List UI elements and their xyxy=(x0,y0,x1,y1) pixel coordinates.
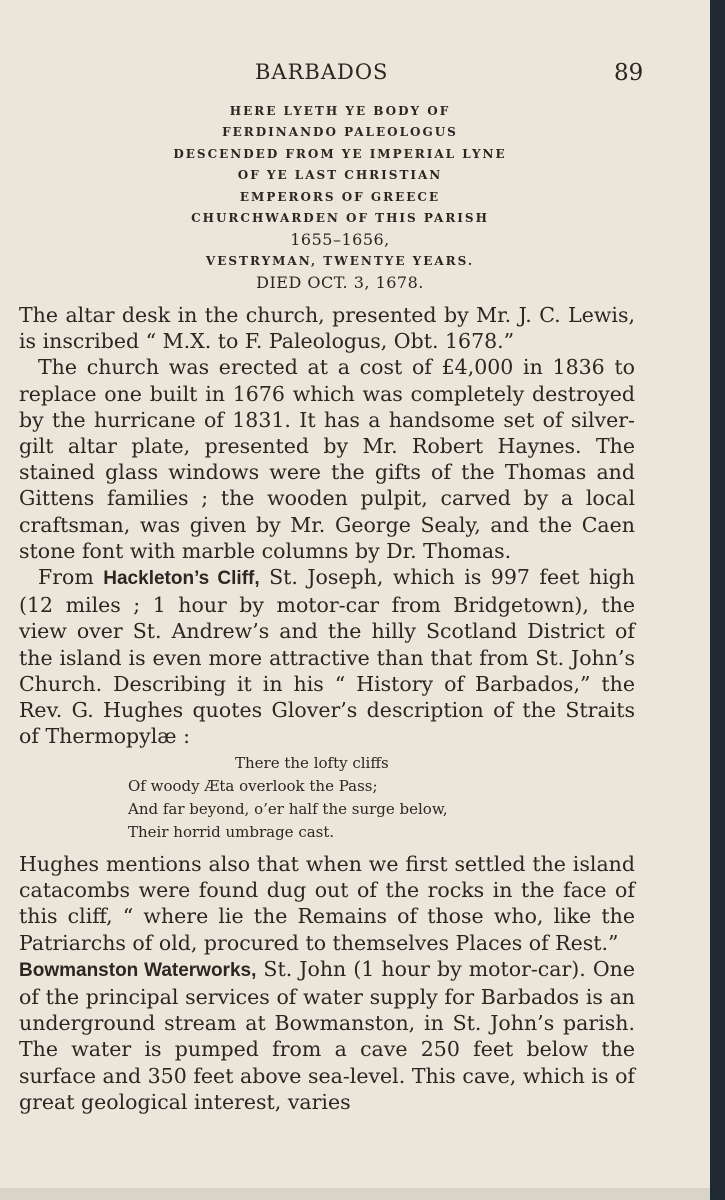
epitaph-line: OF YE LAST CHRISTIAN xyxy=(237,168,443,183)
epitaph-line: CHURCHWARDEN OF THIS PARISH xyxy=(191,211,489,226)
place-name-hackletons-cliff: Hackleton’s Cliff, xyxy=(103,568,260,590)
epitaph-inscription xyxy=(110,101,570,294)
running-head: BARBADOS xyxy=(255,60,389,84)
paragraph-text: St. Joseph, which is 997 feet high (12 miles ; 1 hour by motor-car from Bridgetown), the view over St. Andrew’s and the hilly Scotland District of the island is even more attractive than that from St. John’s Church. Describing it in his “ History of Barbados,” the Rev. G. Hughes quotes Glover’s description of the Straits of Thermopylæ : xyxy=(19,565,635,749)
paragraph-text: St. John (1 hour by motor-car). One of the principal services of water supply for Barbados is an underground stream at Bowmanston, in St. John’s parish. The water is pumped from a cave 250 feet below the surface and 350 feet above sea-level. This cave, which is of great geological interest, varies xyxy=(19,956,635,1114)
paragraph-bowmanston xyxy=(19,956,635,1115)
verse-line: And far beyond, o’er half the surge below, xyxy=(128,800,448,818)
page-number: 89 xyxy=(614,60,644,86)
paragraph-hackletons-cliff xyxy=(19,564,635,749)
verse-line: Of woody Æta overlook the Pass; xyxy=(128,777,378,795)
paragraph-altar-desk: The altar desk in the church, presented by Mr. J. C. Lewis, is inscribed “ M.X. to F. Paleologus, Obt. 1678.” xyxy=(19,303,635,354)
verse-quotation xyxy=(128,752,548,844)
paragraph-catacombs: Hughes mentions also that when we first settled the island catacombs were found dug out of the rocks in the face of this cliff, “ where lie the Remains of those who, like the Patriarchs of old, procured to themselves Places of Rest.” xyxy=(19,852,635,955)
verse-line: There the lofty cliffs xyxy=(235,754,389,772)
body-text-bottom xyxy=(19,851,635,1115)
epitaph-line: 1655–1656, xyxy=(290,230,390,250)
epitaph-line: VESTRYMAN, TWENTYE YEARS. xyxy=(205,253,475,268)
epitaph-line: EMPERORS OF GREECE xyxy=(239,189,441,204)
paragraph-church-history: The church was erected at a cost of £4,000 in 1836 to replace one built in 1676 which was completely destroyed by the hurricane of 1831. It has a handsome set of silver-gilt altar plate, presented by Mr. Robert Haynes. The stained glass windows were the gifts of the Thomas and Gittens families ; the wooden pulpit, carved by a local craftsman, was given by Mr. George Sealy, and the Caen stone font with marble columns by Dr. Thomas. xyxy=(19,355,635,563)
epitaph-line: HERE LYETH YE BODY OF xyxy=(229,104,451,118)
page-edge-shadow xyxy=(710,0,725,1200)
epitaph-line: DIED OCT. 3, 1678. xyxy=(256,273,424,293)
epitaph-line: FERDINANDO PALEOLOGUS xyxy=(222,125,458,140)
epitaph-line: DESCENDED FROM YE IMPERIAL LYNE xyxy=(173,146,507,161)
verse-line: Their horrid umbrage cast. xyxy=(128,823,335,841)
paragraph-lead: From xyxy=(38,565,104,590)
place-name-bowmanston-waterworks: Bowmanston Waterworks, xyxy=(19,959,257,981)
body-text-top xyxy=(19,302,635,749)
page-header xyxy=(0,58,710,90)
